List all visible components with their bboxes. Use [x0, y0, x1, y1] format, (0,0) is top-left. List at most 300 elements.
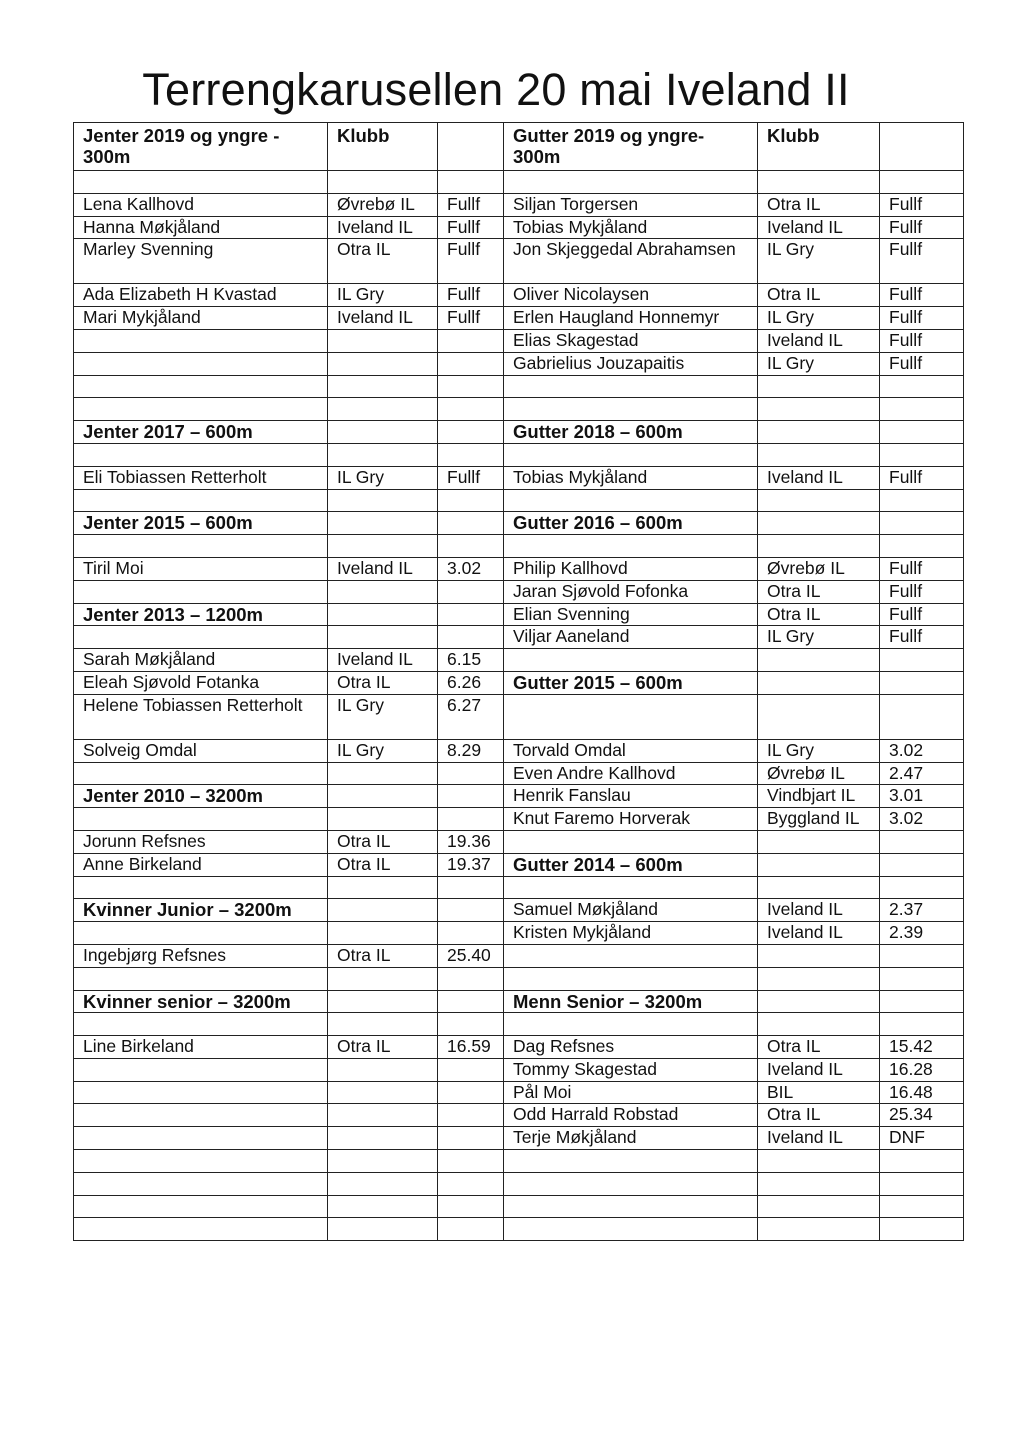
club-cell: Iveland IL	[758, 1127, 880, 1150]
result-cell: 16.59	[438, 1036, 504, 1059]
result-cell	[880, 443, 964, 466]
category-heading-cell: Jenter 2010 – 3200m	[74, 785, 328, 808]
table-row	[74, 671, 964, 694]
result-cell: Fullf	[880, 626, 964, 649]
club-cell	[328, 762, 438, 785]
name-cell	[74, 329, 328, 352]
club-cell	[328, 512, 438, 535]
club-cell: Byggland IL	[758, 808, 880, 831]
club-cell	[328, 1013, 438, 1036]
result-cell	[438, 1058, 504, 1081]
name-cell	[504, 967, 758, 990]
result-cell: 15.42	[880, 1036, 964, 1059]
result-cell: Fullf	[880, 193, 964, 216]
name-cell	[74, 922, 328, 945]
club-cell: Iveland IL	[328, 307, 438, 330]
name-cell: Erlen Haugland Honnemyr	[504, 307, 758, 330]
club-cell	[328, 603, 438, 626]
club-cell	[328, 1218, 438, 1241]
result-cell	[880, 535, 964, 558]
club-cell	[758, 967, 880, 990]
name-cell: Eli Tobiassen Retterholt	[74, 466, 328, 489]
club-cell: Iveland IL	[758, 1058, 880, 1081]
club-cell: Øvrebø IL	[758, 557, 880, 580]
name-cell	[504, 398, 758, 421]
result-cell	[438, 876, 504, 899]
club-cell	[758, 1218, 880, 1241]
results-table	[73, 122, 964, 1241]
club-cell	[758, 443, 880, 466]
result-cell: Fullf	[880, 580, 964, 603]
page-title: Terrengkarusellen 20 mai Iveland II	[142, 64, 850, 115]
result-cell: Fullf	[880, 284, 964, 307]
result-cell: 3.02	[880, 739, 964, 762]
club-cell	[328, 626, 438, 649]
club-cell	[328, 580, 438, 603]
table-row	[74, 853, 964, 876]
club-cell: Otra IL	[328, 239, 438, 284]
table-row	[74, 580, 964, 603]
club-cell: IL Gry	[758, 626, 880, 649]
club-cell	[758, 830, 880, 853]
table-row	[74, 535, 964, 558]
result-cell: Fullf	[438, 239, 504, 284]
result-cell	[438, 1127, 504, 1150]
club-cell: IL Gry	[328, 694, 438, 739]
name-cell: Terje Møkjåland	[504, 1127, 758, 1150]
name-cell: Mari Mykjåland	[74, 307, 328, 330]
category-heading-cell: Gutter 2014 – 600m	[504, 853, 758, 876]
club-cell: Otra IL	[328, 830, 438, 853]
name-cell: Viljar Aaneland	[504, 626, 758, 649]
category-heading-cell: Gutter 2018 – 600m	[504, 421, 758, 444]
category-heading-cell: Jenter 2017 – 600m	[74, 421, 328, 444]
table-row	[74, 284, 964, 307]
club-cell: Iveland IL	[758, 466, 880, 489]
club-cell: IL Gry	[328, 284, 438, 307]
club-cell: Otra IL	[758, 1104, 880, 1127]
club-cell	[328, 990, 438, 1013]
result-cell	[438, 489, 504, 512]
name-cell	[74, 171, 328, 194]
club-cell	[328, 967, 438, 990]
club-cell: Iveland IL	[758, 329, 880, 352]
result-cell	[880, 694, 964, 739]
category-heading-cell: Gutter 2019 og yngre- 300m	[504, 123, 758, 171]
club-cell: IL Gry	[758, 307, 880, 330]
club-cell	[758, 1172, 880, 1195]
club-cell	[758, 1150, 880, 1173]
table-row	[74, 352, 964, 375]
table-row	[74, 990, 964, 1013]
result-cell: 19.36	[438, 830, 504, 853]
name-cell	[74, 967, 328, 990]
result-cell: 6.27	[438, 694, 504, 739]
name-cell	[504, 171, 758, 194]
name-cell	[74, 1218, 328, 1241]
club-cell: IL Gry	[758, 739, 880, 762]
club-cell	[758, 944, 880, 967]
category-heading-cell: Jenter 2019 og yngre - 300m	[74, 123, 328, 171]
result-cell	[438, 1195, 504, 1218]
result-cell	[438, 922, 504, 945]
result-cell	[438, 398, 504, 421]
result-cell	[880, 1172, 964, 1195]
name-cell: Dag Refsnes	[504, 1036, 758, 1059]
category-heading-cell: Gutter 2016 – 600m	[504, 512, 758, 535]
result-cell	[880, 1013, 964, 1036]
result-cell: Fullf	[438, 216, 504, 239]
result-cell	[880, 421, 964, 444]
result-cell: Fullf	[438, 307, 504, 330]
name-cell	[74, 1150, 328, 1173]
result-cell	[880, 990, 964, 1013]
club-cell	[328, 899, 438, 922]
club-cell	[328, 785, 438, 808]
club-cell	[758, 421, 880, 444]
result-cell	[880, 853, 964, 876]
table-row	[74, 1013, 964, 1036]
table-row	[74, 1127, 964, 1150]
result-cell	[438, 899, 504, 922]
table-header-row	[74, 123, 964, 171]
table-row	[74, 466, 964, 489]
name-cell	[74, 352, 328, 375]
club-cell: Iveland IL	[758, 216, 880, 239]
name-cell: Anne Birkeland	[74, 853, 328, 876]
name-cell	[74, 808, 328, 831]
name-cell: Pål Moi	[504, 1081, 758, 1104]
name-cell: Solveig Omdal	[74, 739, 328, 762]
result-cell: 19.37	[438, 853, 504, 876]
name-cell	[504, 443, 758, 466]
result-cell: Fullf	[438, 466, 504, 489]
name-cell	[504, 944, 758, 967]
result-cell	[880, 375, 964, 398]
name-cell: Marley Svenning	[74, 239, 328, 284]
result-cell	[880, 671, 964, 694]
result-cell: Fullf	[880, 239, 964, 284]
name-cell	[504, 375, 758, 398]
name-cell	[74, 762, 328, 785]
table-row	[74, 1150, 964, 1173]
result-cell	[438, 352, 504, 375]
name-cell	[74, 1013, 328, 1036]
result-cell	[880, 398, 964, 421]
result-cell: 2.37	[880, 899, 964, 922]
category-heading-cell: Klubb	[328, 123, 438, 171]
name-cell: Tommy Skagestad	[504, 1058, 758, 1081]
name-cell	[74, 876, 328, 899]
table-row	[74, 808, 964, 831]
table-row	[74, 1218, 964, 1241]
club-cell: Otra IL	[328, 1036, 438, 1059]
result-cell	[438, 603, 504, 626]
result-cell: 3.02	[438, 557, 504, 580]
result-cell	[438, 967, 504, 990]
result-cell	[438, 1150, 504, 1173]
table-row	[74, 830, 964, 853]
name-cell	[74, 1172, 328, 1195]
table-row	[74, 603, 964, 626]
name-cell	[74, 489, 328, 512]
club-cell: Otra IL	[758, 1036, 880, 1059]
club-cell	[328, 1195, 438, 1218]
club-cell	[758, 489, 880, 512]
name-cell	[74, 535, 328, 558]
name-cell	[504, 1013, 758, 1036]
club-cell: Otra IL	[758, 193, 880, 216]
name-cell: Philip Kallhovd	[504, 557, 758, 580]
table-row	[74, 1172, 964, 1195]
result-cell: 8.29	[438, 739, 504, 762]
result-cell	[880, 1195, 964, 1218]
category-heading-cell: Jenter 2013 – 1200m	[74, 603, 328, 626]
result-cell	[438, 512, 504, 535]
club-cell	[328, 329, 438, 352]
name-cell: Tiril Moi	[74, 557, 328, 580]
result-cell	[438, 785, 504, 808]
club-cell: Iveland IL	[328, 557, 438, 580]
club-cell: Øvrebø IL	[758, 762, 880, 785]
name-cell: Line Birkeland	[74, 1036, 328, 1059]
club-cell: Otra IL	[328, 671, 438, 694]
name-cell: Jorunn Refsnes	[74, 830, 328, 853]
name-cell: Tobias Mykjåland	[504, 216, 758, 239]
club-cell	[328, 1127, 438, 1150]
result-cell	[438, 171, 504, 194]
club-cell	[328, 398, 438, 421]
name-cell: Even Andre Kallhovd	[504, 762, 758, 785]
name-cell	[74, 1195, 328, 1218]
name-cell: Ingebjørg Refsnes	[74, 944, 328, 967]
result-cell	[438, 626, 504, 649]
table-row	[74, 649, 964, 672]
club-cell	[328, 171, 438, 194]
result-cell	[880, 876, 964, 899]
name-cell	[504, 876, 758, 899]
name-cell: Odd Harrald Robstad	[504, 1104, 758, 1127]
club-cell	[758, 535, 880, 558]
club-cell	[758, 649, 880, 672]
table-row	[74, 512, 964, 535]
table-row	[74, 193, 964, 216]
result-cell	[880, 1150, 964, 1173]
club-cell	[758, 990, 880, 1013]
result-cell	[438, 1104, 504, 1127]
club-cell	[328, 375, 438, 398]
result-cell: 16.28	[880, 1058, 964, 1081]
club-cell	[328, 1058, 438, 1081]
table-row	[74, 694, 964, 739]
name-cell	[74, 398, 328, 421]
club-cell	[758, 694, 880, 739]
name-cell	[74, 443, 328, 466]
club-cell: Otra IL	[758, 580, 880, 603]
club-cell: Otra IL	[328, 944, 438, 967]
name-cell: Elian Svenning	[504, 603, 758, 626]
result-cell	[438, 580, 504, 603]
name-cell	[504, 489, 758, 512]
result-cell	[880, 512, 964, 535]
name-cell: Hanna Møkjåland	[74, 216, 328, 239]
table-row	[74, 876, 964, 899]
result-cell	[880, 649, 964, 672]
name-cell: Knut Faremo Horverak	[504, 808, 758, 831]
table-row	[74, 739, 964, 762]
result-cell: Fullf	[880, 466, 964, 489]
name-cell: Helene Tobiassen Retterholt	[74, 694, 328, 739]
name-cell: Kristen Mykjåland	[504, 922, 758, 945]
name-cell	[504, 694, 758, 739]
table-row	[74, 443, 964, 466]
table-row	[74, 1104, 964, 1127]
club-cell: Iveland IL	[758, 899, 880, 922]
category-heading-cell: Gutter 2015 – 600m	[504, 671, 758, 694]
name-cell	[74, 580, 328, 603]
club-cell	[758, 1195, 880, 1218]
club-cell	[758, 1013, 880, 1036]
club-cell	[328, 808, 438, 831]
result-cell: Fullf	[438, 193, 504, 216]
name-cell	[504, 830, 758, 853]
name-cell: Sarah Møkjåland	[74, 649, 328, 672]
table-row	[74, 1195, 964, 1218]
result-cell: Fullf	[880, 352, 964, 375]
club-cell	[328, 922, 438, 945]
club-cell	[758, 671, 880, 694]
club-cell: Øvrebø IL	[328, 193, 438, 216]
category-heading-cell: Jenter 2015 – 600m	[74, 512, 328, 535]
result-cell	[880, 944, 964, 967]
name-cell: Oliver Nicolaysen	[504, 284, 758, 307]
result-cell: Fullf	[880, 603, 964, 626]
category-heading-cell: Kvinner senior – 3200m	[74, 990, 328, 1013]
results-table-body	[74, 123, 964, 1241]
name-cell: Eleah Sjøvold Fotanka	[74, 671, 328, 694]
result-cell: 25.34	[880, 1104, 964, 1127]
result-cell: DNF	[880, 1127, 964, 1150]
club-cell	[328, 1081, 438, 1104]
name-cell	[504, 1195, 758, 1218]
name-cell: Elias Skagestad	[504, 329, 758, 352]
club-cell: Iveland IL	[328, 216, 438, 239]
club-cell: IL Gry	[758, 352, 880, 375]
result-cell	[438, 443, 504, 466]
name-cell	[504, 1218, 758, 1241]
table-row	[74, 421, 964, 444]
table-row	[74, 922, 964, 945]
result-cell	[438, 762, 504, 785]
club-cell: Otra IL	[758, 603, 880, 626]
name-cell: Jaran Sjøvold Fofonka	[504, 580, 758, 603]
category-heading-cell: Kvinner Junior – 3200m	[74, 899, 328, 922]
club-cell	[328, 1104, 438, 1127]
club-cell	[758, 876, 880, 899]
table-row	[74, 171, 964, 194]
table-row	[74, 967, 964, 990]
club-cell: Otra IL	[758, 284, 880, 307]
name-cell: Tobias Mykjåland	[504, 466, 758, 489]
table-row	[74, 944, 964, 967]
result-cell: Fullf	[880, 216, 964, 239]
club-cell	[328, 1150, 438, 1173]
result-cell	[438, 329, 504, 352]
name-cell: Samuel Møkjåland	[504, 899, 758, 922]
table-row	[74, 557, 964, 580]
result-cell: Fullf	[880, 329, 964, 352]
table-row	[74, 216, 964, 239]
result-cell	[438, 535, 504, 558]
result-cell: 16.48	[880, 1081, 964, 1104]
result-cell: 25.40	[438, 944, 504, 967]
table-row	[74, 398, 964, 421]
club-cell: Otra IL	[328, 853, 438, 876]
club-cell	[758, 853, 880, 876]
name-cell	[74, 1081, 328, 1104]
result-cell	[438, 421, 504, 444]
result-cell: 6.15	[438, 649, 504, 672]
result-cell	[880, 171, 964, 194]
result-cell	[438, 1172, 504, 1195]
club-cell	[328, 443, 438, 466]
table-row	[74, 626, 964, 649]
table-row	[74, 329, 964, 352]
club-cell	[328, 535, 438, 558]
result-cell	[880, 489, 964, 512]
club-cell: Iveland IL	[758, 922, 880, 945]
result-cell: 6.26	[438, 671, 504, 694]
result-cell: 3.02	[880, 808, 964, 831]
result-cell	[438, 808, 504, 831]
club-cell: Vindbjart IL	[758, 785, 880, 808]
club-cell	[758, 512, 880, 535]
result-cell	[880, 967, 964, 990]
name-cell	[74, 1127, 328, 1150]
result-cell	[438, 1013, 504, 1036]
table-row	[74, 785, 964, 808]
club-cell: IL Gry	[328, 739, 438, 762]
category-heading-cell: Klubb	[758, 123, 880, 171]
name-cell	[504, 535, 758, 558]
club-cell	[328, 421, 438, 444]
result-cell	[880, 830, 964, 853]
result-cell	[880, 123, 964, 171]
table-row	[74, 899, 964, 922]
name-cell	[74, 375, 328, 398]
table-row	[74, 239, 964, 284]
club-cell: BIL	[758, 1081, 880, 1104]
result-cell	[438, 990, 504, 1013]
club-cell	[328, 876, 438, 899]
name-cell: Torvald Omdal	[504, 739, 758, 762]
result-cell	[880, 1218, 964, 1241]
table-row	[74, 375, 964, 398]
result-cell: 2.47	[880, 762, 964, 785]
result-cell	[438, 1081, 504, 1104]
name-cell: Siljan Torgersen	[504, 193, 758, 216]
name-cell	[74, 1058, 328, 1081]
name-cell: Gabrielius Jouzapaitis	[504, 352, 758, 375]
result-cell: 3.01	[880, 785, 964, 808]
club-cell	[328, 489, 438, 512]
table-row	[74, 762, 964, 785]
club-cell: IL Gry	[758, 239, 880, 284]
result-cell: Fullf	[880, 557, 964, 580]
club-cell	[758, 171, 880, 194]
club-cell: Iveland IL	[328, 649, 438, 672]
table-row	[74, 1058, 964, 1081]
